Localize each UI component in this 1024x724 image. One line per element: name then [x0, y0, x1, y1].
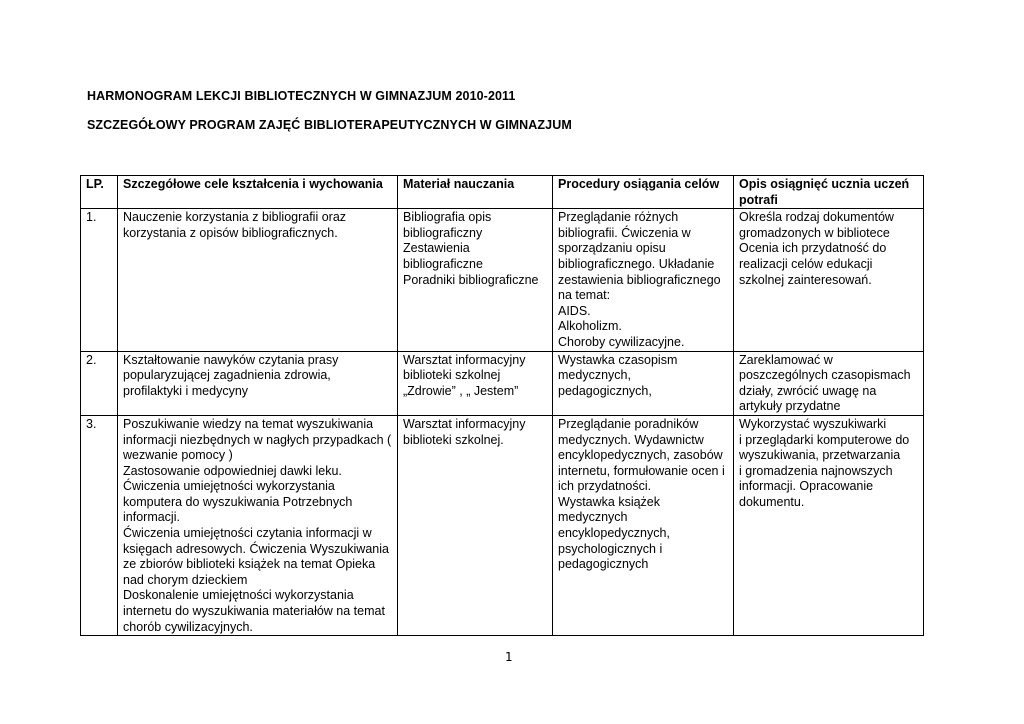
header-material: Materiał nauczania [398, 176, 553, 209]
cell-goals: Poszukiwanie wiedzy na temat wyszukiwania informacji niezbędnych w nagłych przypadkach ( wezwanie pomocy ) Zastosowanie odpowiedniej dawki leku. Ćwiczenia umiejętności wykorzystania komputera do wyszukiwania Potrzebnych informacji. Ćwiczenia umiejętności czytania informacji w księgach adresowych. Ćwiczenia Wyszukiwania ze zbiorów biblioteki książek na temat Opieka nad chorym dzieckiem Doskonalenie umiejętności wykorzystania internetu do wyszukiwania materiałów na temat chorób cywilizacyjnych. [118, 415, 398, 635]
header-procedures: Procedury osiągania celów [553, 176, 734, 209]
header-goals: Szczegółowe cele kształcenia i wychowania [118, 176, 398, 209]
cell-lp: 2. [81, 351, 118, 415]
cell-achievements: Określa rodzaj dokumentów gromadzonych w bibliotece Ocenia ich przydatność do realizacji celów edukacji szkolnej zainteresowań. [734, 209, 924, 351]
cell-goals: Kształtowanie nawyków czytania prasy popularyzującej zagadnienia zdrowia, profilaktyki i medycyny [118, 351, 398, 415]
cell-material: Warsztat informacyjny biblioteki szkolnej „Zdrowie” , „ Jestem” [398, 351, 553, 415]
page-number: 1 [505, 650, 513, 664]
cell-procedures: Wystawka czasopism medycznych, pedagogicznych, [553, 351, 734, 415]
header-achievements: Opis osiągnięć ucznia uczeń potrafi [734, 176, 924, 209]
cell-procedures: Przeglądanie różnych bibliografii. Ćwiczenia w sporządzaniu opisu bibliograficznego. Układanie zestawienia bibliograficznego na temat: AIDS. Alkoholizm. Choroby cywilizacyjne. [553, 209, 734, 351]
table-row [81, 209, 924, 351]
cell-lp: 1. [81, 209, 118, 351]
cell-material: Warsztat informacyjny biblioteki szkolnej. [398, 415, 553, 635]
document-title: HARMONOGRAM LEKCJI BIBLIOTECZNYCH W GIMNAZJUM 2010-2011 [87, 89, 516, 103]
cell-lp: 3. [81, 415, 118, 635]
header-lp: LP. [81, 176, 118, 209]
cell-procedures: Przeglądanie poradników medycznych. Wydawnictw encyklopedycznych, zasobów internetu, formułowanie ocen i ich przydatności. Wystawka książek medycznych encyklopedycznych, psychologicznych i pedagogicznych [553, 415, 734, 635]
cell-achievements: Zareklamować w poszczególnych czasopismach działy, zwrócić uwagę na artykuły przydatne [734, 351, 924, 415]
table-row [81, 351, 924, 415]
table-row [81, 415, 924, 635]
document-subtitle: SZCZEGÓŁOWY PROGRAM ZAJĘĆ BIBLIOTERAPEUTYCZNYCH W GIMNAZJUM [87, 118, 572, 132]
cell-material: Bibliografia opis bibliograficzny Zestawienia bibliograficzne Poradniki bibliograficzne [398, 209, 553, 351]
cell-goals: Nauczenie korzystania z bibliografii oraz korzystania z opisów bibliograficznych. [118, 209, 398, 351]
lesson-schedule-table [80, 175, 924, 636]
table-header-row [81, 176, 924, 209]
cell-achievements: Wykorzystać wyszukiwarki i przeglądarki komputerowe do wyszukiwania, przetwarzania i gromadzenia najnowszych informacji. Opracowanie dokumentu. [734, 415, 924, 635]
